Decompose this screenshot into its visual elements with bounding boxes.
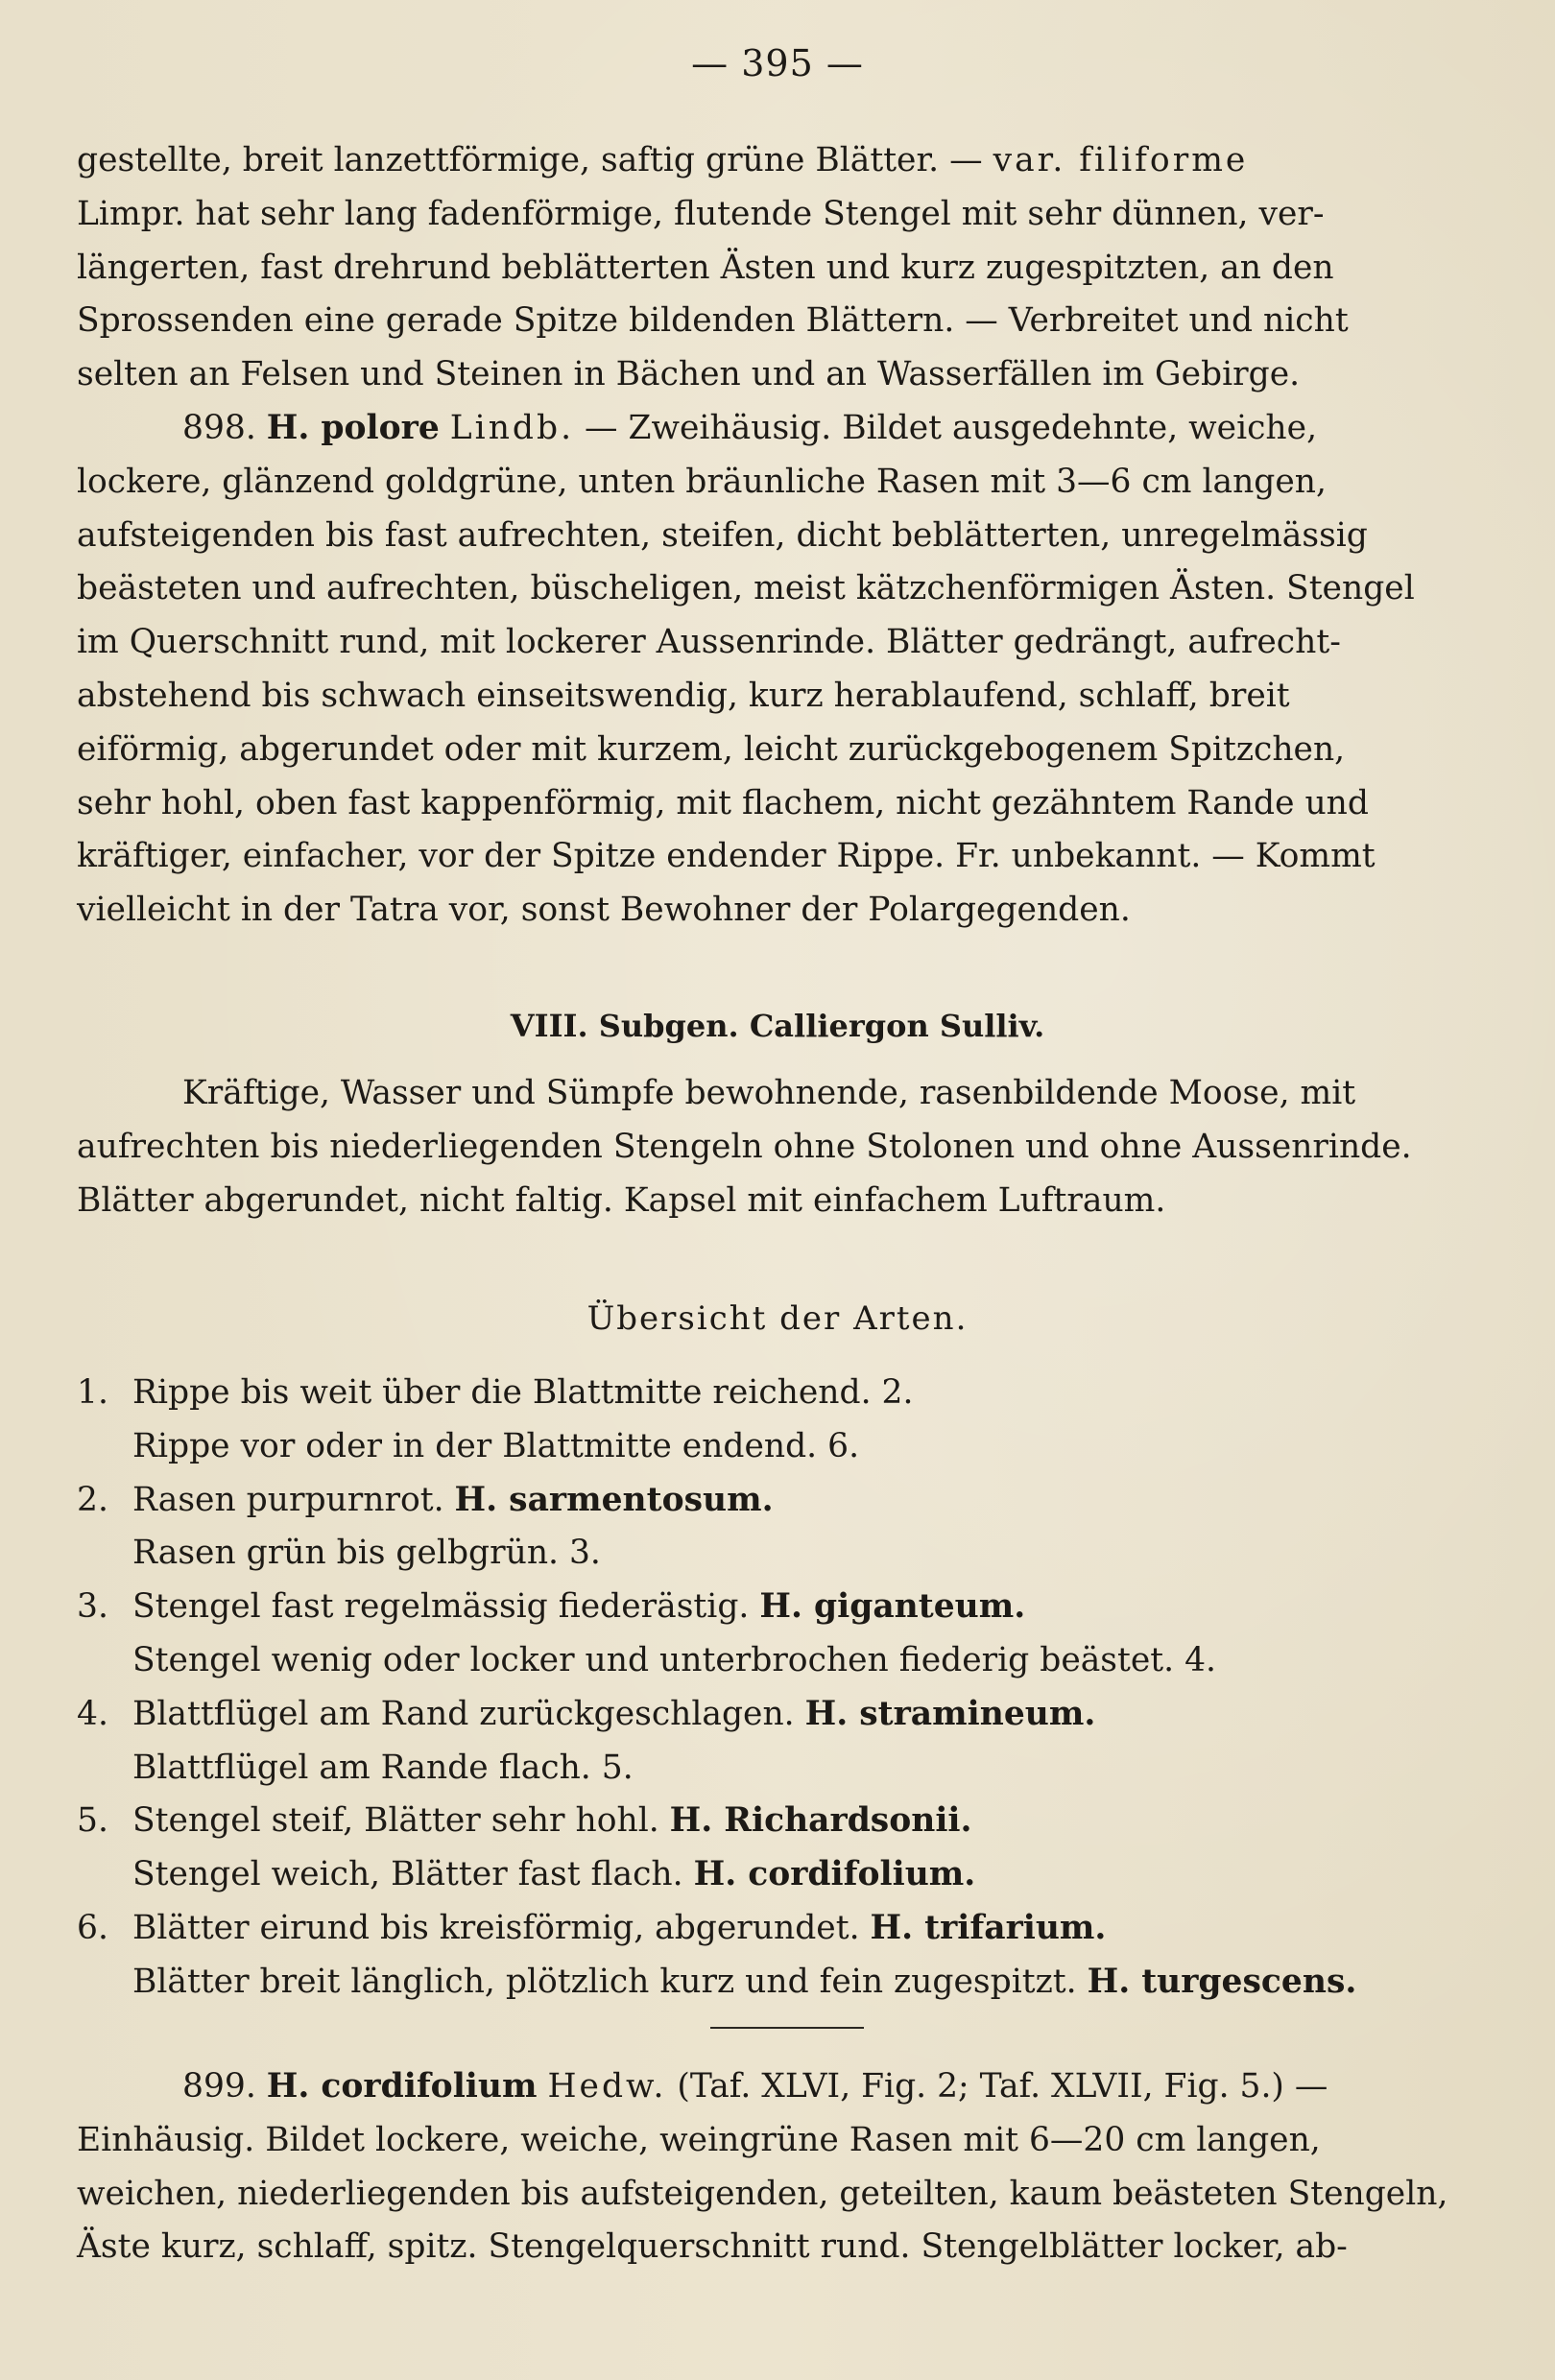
key-row [77,1848,1497,1902]
species-name: H. polore [266,409,440,447]
text-line: vielleicht in der Tatra vor, sonst Bewohner der Polargegenden. [77,891,1131,930]
key-text: Stengel fast regelmässig fiederästig. [132,1587,760,1627]
text-line: kräftiger, einfacher, vor der Spitze endender Rippe. Fr. unbekannt. — Kommt [77,837,1376,876]
key-row [77,1956,1497,2010]
key-number [77,1956,132,2010]
text-line: eiförmig, abgerundet oder mit kurzem, leicht zurückgebogenem Spitzchen, [77,729,1346,769]
text-line: 899. H. cordifolium Hedw. (Taf. XLVI, Fig. 2; Taf. XLVII, Fig. 5.) — [182,2067,1328,2106]
key-number: 1. [77,1373,108,1412]
key-row [77,1688,1497,1742]
text-line: sehr hohl, oben fast kappenförmig, mit flachem, nicht gezähntem Rande und [77,783,1369,822]
key-number: 5. [77,1801,108,1841]
key-text: Rasen grün bis gelbgrün. 3. [132,1534,601,1573]
key-row [77,1420,1497,1474]
key-row [77,1581,1497,1634]
text-line: Limpr. hat sehr lang fadenförmige, flutende Stengel mit sehr dünnen, ver- [77,194,1325,233]
key-species: H. Richardsonii. [669,1801,972,1841]
text-line: 898. H. polore Lindb. — Zweihäusig. Bildet ausgedehnte, weiche, [182,409,1318,447]
text-line: im Querschnitt rund, mit lockerer Aussenrinde. Blätter gedrängt, aufrecht- [77,623,1341,662]
key-species: H. stramineum. [804,1694,1096,1733]
text-line: aufrechten bis niederliegenden Stengeln ohne Stolonen und ohne Aussenrinde. [77,1127,1412,1166]
key-species: H. cordifolium. [693,1855,976,1894]
text-line: gestellte, breit lanzettförmige, saftig grüne Blätter. — var. filiforme [77,141,1249,179]
key-text: Blattflügel am Rande flach. 5. [132,1748,634,1787]
species-number: 899. [182,2067,256,2106]
key-number [77,1742,132,1796]
text-line: Blätter abgerundet, nicht faltig. Kapsel mit einfachem Luftraum. [77,1180,1166,1220]
section-divider [710,2027,864,2029]
overview-heading: Übersicht der Arten. [586,1299,969,1338]
text-line: selten an Felsen und Steinen in Bächen und an Wasserfällen im Gebirge. [77,355,1301,394]
text-line: Einhäusig. Bildet lockere, weiche, weingrüne Rasen mit 6—20 cm langen, [77,2120,1321,2159]
key-species: H. trifarium. [870,1908,1107,1947]
paragraph-continuation [77,134,1488,402]
key-text: Blätter eirund bis kreisförmig, abgerundet. [132,1908,871,1947]
species-author: Hedw. [547,2067,667,2106]
key-number [77,1634,132,1688]
key-text: Rippe vor oder in der Blattmitte endend. 6. [132,1426,860,1465]
key-row [77,1634,1497,1688]
key-number [77,1848,132,1902]
key-number: 3. [77,1587,108,1627]
text-line: längerten, fast drehrund beblätterten Ästen und kurz zugespitzten, an den [77,248,1334,287]
text-line: lockere, glänzend goldgrüne, unten bräunliche Rasen mit 3—6 cm langen, [77,462,1327,501]
key-species: H. turgescens. [1087,1962,1357,2001]
key-row [77,1474,1497,1528]
key-text: Stengel weich, Blätter fast flach. [132,1855,694,1894]
text-line: Sprossenden eine gerade Spitze bildenden Blättern. — Verbreitet und nicht [77,301,1349,341]
key-text: Stengel wenig oder locker und unterbrochen fiederig beästet. 4. [132,1640,1216,1679]
key-row [77,1367,1497,1420]
key-row [77,1527,1497,1581]
variety-label: var. filiforme [993,141,1249,179]
key-species: H. sarmentosum. [454,1480,774,1519]
key-row [77,1795,1497,1848]
key-row [77,1742,1497,1796]
key-text: Stengel steif, Blätter sehr hohl. [132,1801,670,1841]
key-row [77,1902,1497,1956]
species-entry-898 [77,402,1488,938]
key-number: 6. [77,1908,108,1947]
species-author: Lindb. [449,409,575,447]
text-line: weichen, niederliegenden bis aufsteigenden, geteilten, kaum beästeten Stengeln, [77,2174,1448,2213]
key-number: 2. [77,1480,108,1519]
key-species: H. giganteum. [759,1587,1026,1627]
species-number: 898. [182,409,256,447]
key-number [77,1527,132,1581]
text-line: Äste kurz, schlaff, spitz. Stengelquerschnitt rund. Stengelblätter locker, ab- [77,2227,1348,2267]
text-line: aufsteigenden bis fast aufrechten, steifen, dicht beblätterten, unregelmässig [77,515,1368,555]
species-name: H. cordifolium [266,2067,538,2106]
key-number: 4. [77,1694,108,1733]
key-text: Rasen purpurnrot. [132,1480,455,1519]
species-entry-899 [77,2060,1488,2274]
key-text: Blattflügel am Rand zurückgeschlagen. [132,1694,805,1733]
subgenus-heading: VIII. Subgen. Calliergon Sulliv. [510,1008,1045,1044]
key-text: Rippe bis weit über die Blattmitte reichend. 2. [132,1373,914,1412]
key-text: Blätter breit länglich, plötzlich kurz und fein zugespitzt. [132,1962,1088,2001]
key-number [77,1420,132,1474]
text-line: beästeten und aufrechten, büscheligen, meist kätzchenförmigen Ästen. Stengel [77,569,1415,608]
text-line: abstehend bis schwach einseitswendig, kurz herablaufend, schlaff, breit [77,676,1290,715]
text-line: Kräftige, Wasser und Sümpfe bewohnende, rasenbildende Moose, mit [182,1074,1356,1112]
subgenus-description [77,1067,1488,1227]
page-number: — 395 — [691,42,864,84]
identification-key [77,1367,1497,2010]
